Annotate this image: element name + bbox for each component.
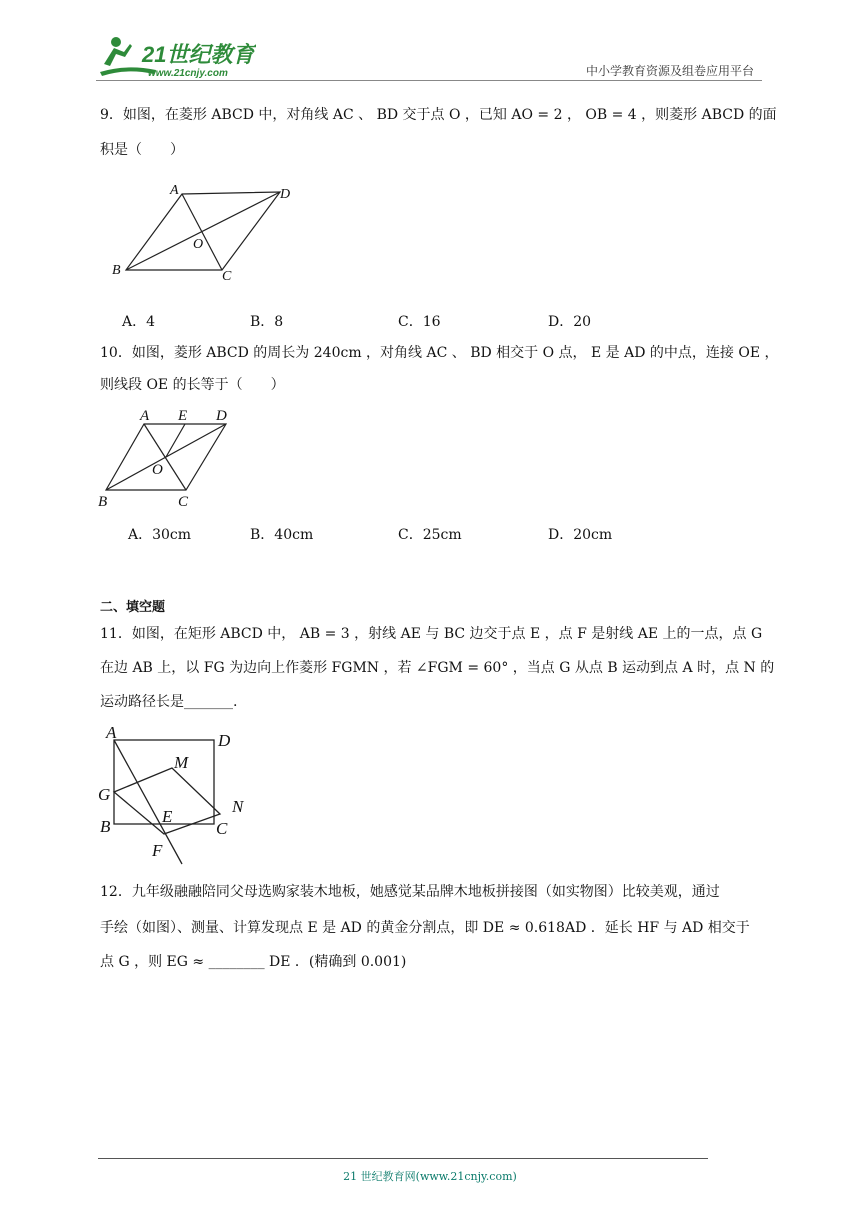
q12-line3: 点 G ，则 EG ≈ ________ DE ．(精确到 0.001) — [100, 954, 407, 970]
label-o: O — [193, 237, 204, 252]
q10-line2: 则线段 OE 的长等于（ ） — [100, 377, 285, 393]
section-title: 二、填空题 — [100, 600, 166, 615]
header-divider — [96, 80, 762, 81]
q11-line1: 11．如图，在矩形 ABCD 中， AB = 3 ，射线 AE 与 BC 边交于点 E ，点 F 是射线 AE 上的一点，点 G — [100, 626, 763, 642]
q10-option-c: C．25cm — [398, 527, 462, 543]
label-b: B — [100, 817, 111, 836]
logo-url-text: www.21cnjy.com — [148, 68, 228, 79]
q11-line2: 在边 AB 上，以 FG 为边向上作菱形 FGMN ，若 ∠FGM = 60° ，当点 G 从点 B 运动到点 A 时，点 N 的 — [100, 660, 775, 676]
label-n: N — [232, 797, 244, 816]
label-d: D — [216, 408, 227, 424]
label-a: A — [140, 408, 150, 424]
label-e: E — [178, 408, 188, 424]
header-platform-text: 中小学教育资源及组卷应用平台 — [585, 64, 754, 78]
label-g: G — [98, 785, 111, 804]
q9-option-c: C．16 — [398, 314, 441, 330]
label-a: A — [106, 723, 117, 742]
q9-option-a: A．4 — [122, 314, 156, 330]
footer-text: 21 世纪教育网(www.21cnjy.com) — [343, 1170, 517, 1183]
logo-text: 21世纪教育 — [142, 42, 255, 67]
label-d: D — [280, 187, 291, 202]
q10-option-b: B．40cm — [250, 527, 314, 543]
site-logo — [96, 34, 256, 80]
label-m: M — [174, 753, 189, 772]
label-d: D — [218, 731, 231, 750]
q11-line3: 运动路径长是_______. — [100, 694, 238, 710]
q9-rhombus-figure — [104, 178, 304, 282]
q9-line1: 9．如图，在菱形 ABCD 中，对角线 AC 、 BD 交于点 O ，已知 AO = 2 ， OB = 4 ，则菱形 ABCD 的面 — [100, 107, 777, 123]
label-e: E — [162, 807, 173, 826]
q10-line1: 10．如图，菱形 ABCD 的周长为 240cm ，对角线 AC 、 BD 相交于 O 点， E 是 AD 的中点，连接 OE ， — [100, 345, 779, 361]
q12-line1: 12．九年级融融陪同父母选购家装木地板，她感觉某品牌木地板拼接图（如实物图）比较美观，通过 — [100, 884, 720, 900]
label-b: B — [112, 263, 121, 278]
q10-rhombus-figure — [96, 402, 246, 510]
footer-divider — [98, 1158, 708, 1159]
q10-option-d: D．20cm — [548, 527, 613, 543]
label-c: C — [222, 269, 232, 282]
q10-option-a: A．30cm — [128, 527, 192, 543]
label-c: C — [216, 819, 228, 838]
label-b: B — [98, 494, 108, 510]
label-a: A — [170, 183, 179, 198]
q9-option-b: B．8 — [250, 314, 284, 330]
q9-line2: 积是（ ） — [100, 142, 184, 158]
label-c: C — [178, 494, 189, 510]
q9-option-d: D．20 — [548, 314, 592, 330]
q12-line2: 手绘（如图）、测量、计算发现点 E 是 AD 的黄金分割点，即 DE ≈ 0.618AD ．延长 HF 与 AD 相交于 — [100, 920, 750, 936]
q11-rectangle-figure — [94, 722, 264, 868]
label-f: F — [152, 841, 163, 860]
label-o: O — [152, 462, 163, 478]
